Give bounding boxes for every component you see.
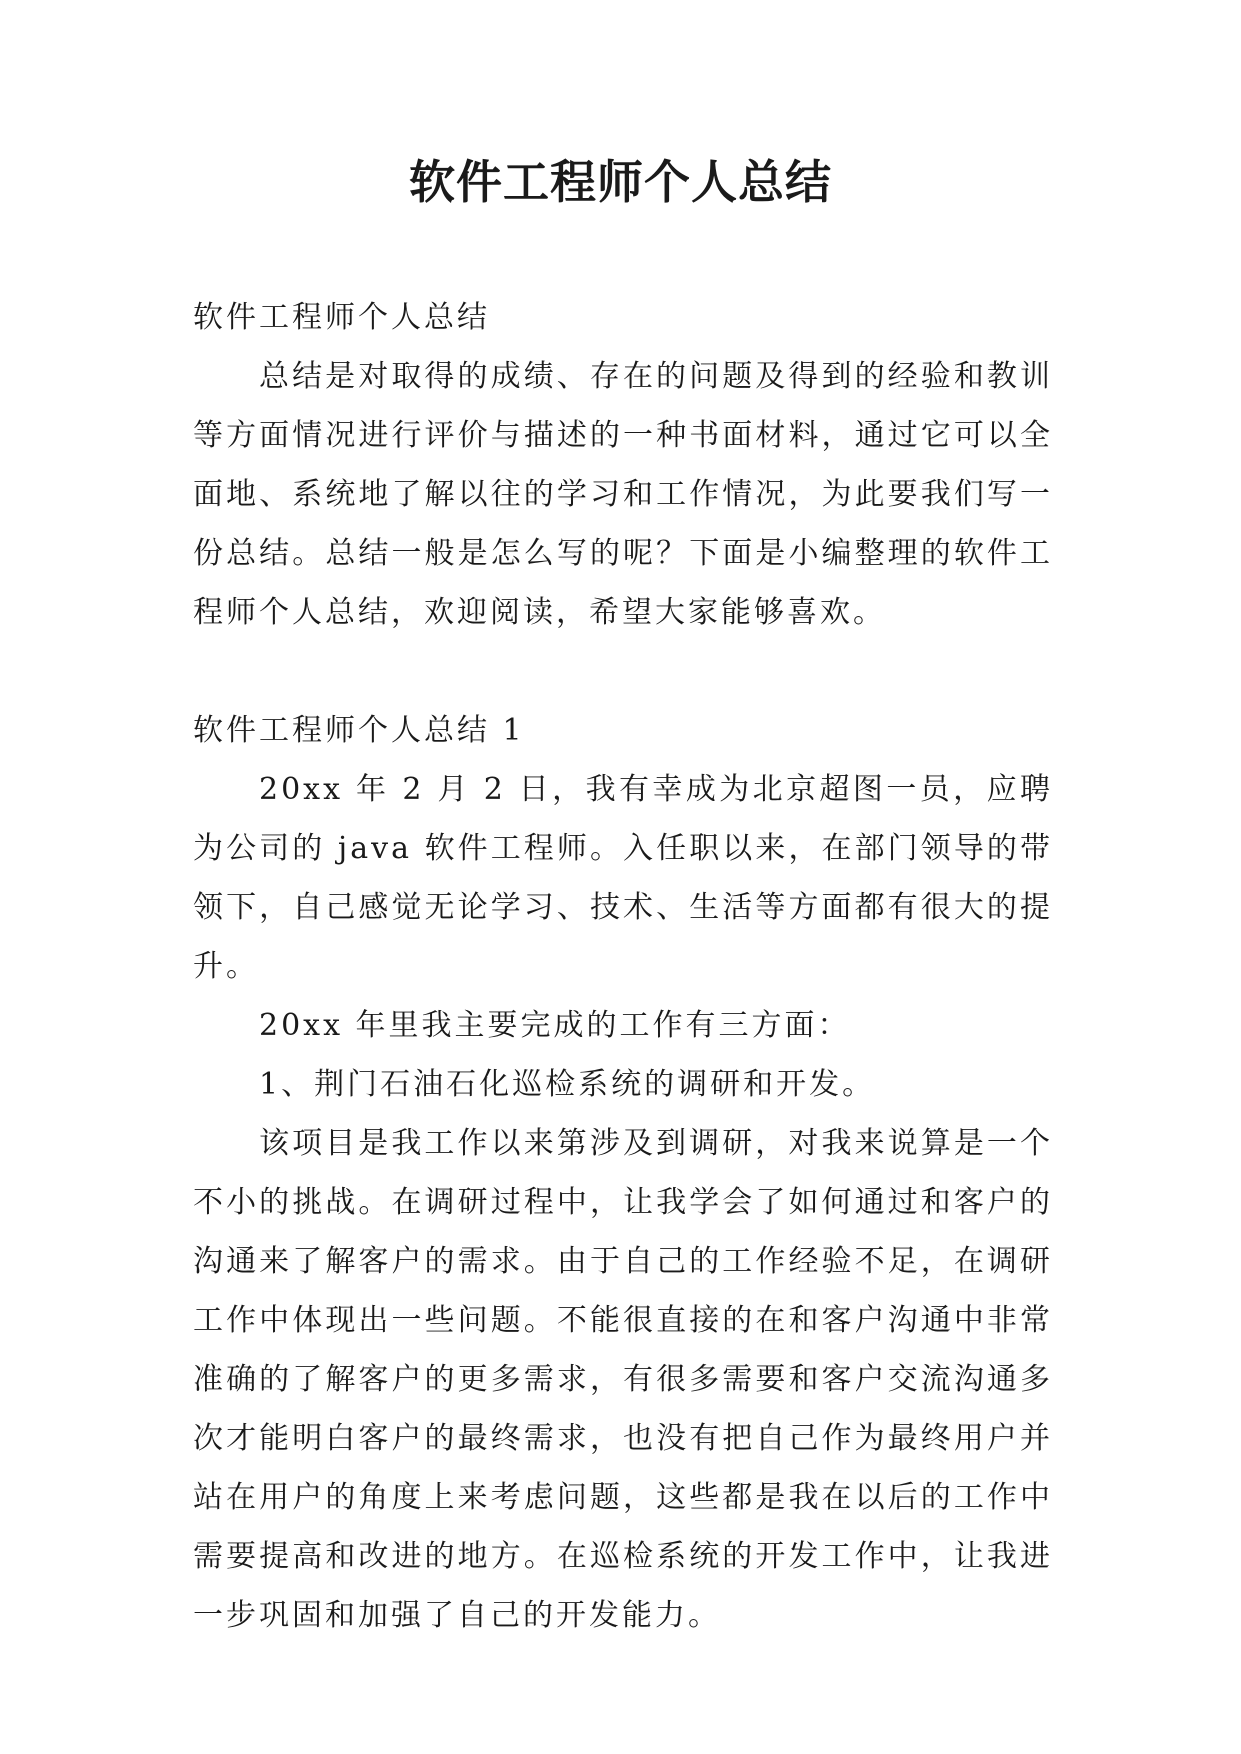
body-paragraph-2: 20xx 年里我主要完成的工作有三方面： (259, 1008, 851, 1043)
document-body (193, 288, 1053, 1645)
body-paragraph-1: 20xx 年 2 月 2 日，我有幸成为北京超图一员，应聘为公司的 java 软件工程师。入任职以来，在部门领导的带领下，自己感觉无论学习、技术、生活等方面都有很大的提升。 (193, 772, 1053, 984)
list-item-1: 1、荆门石油石化巡检系统的调研和开发。 (259, 1067, 876, 1102)
section-heading-1: 软件工程师个人总结 1 (193, 713, 525, 748)
intro-paragraph: 总结是对取得的成绩、存在的问题及得到的经验和教训等方面情况进行评价与描述的一种书面材料，通过它可以全面地、系统地了解以往的学习和工作情况，为此要我们写一份总结。总结一般是怎么写的呢？下面是小编整理的软件工程师个人总结，欢迎阅读，希望大家能够喜欢。 (193, 359, 1053, 630)
body-paragraph-3: 该项目是我工作以来第涉及到调研，对我来说算是一个不小的挑战。在调研过程中，让我学会了如何通过和客户的沟通来了解客户的需求。由于自己的工作经验不足，在调研工作中体现出一些问题。不能很直接的在和客户沟通中非常准确的了解客户的更多需求，有很多需要和客户交流沟通多次才能明白客户的最终需求，也没有把自己作为最终用户并站在用户的角度上来考虑问题，这些都是我在以后的工作中需要提高和改进的地方。在巡检系统的开发工作中，让我进一步巩固和加强了自己的开发能力。 (193, 1126, 1053, 1633)
document-title: 软件工程师个人总结 (409, 155, 832, 209)
intro-heading: 软件工程师个人总结 (193, 300, 490, 335)
